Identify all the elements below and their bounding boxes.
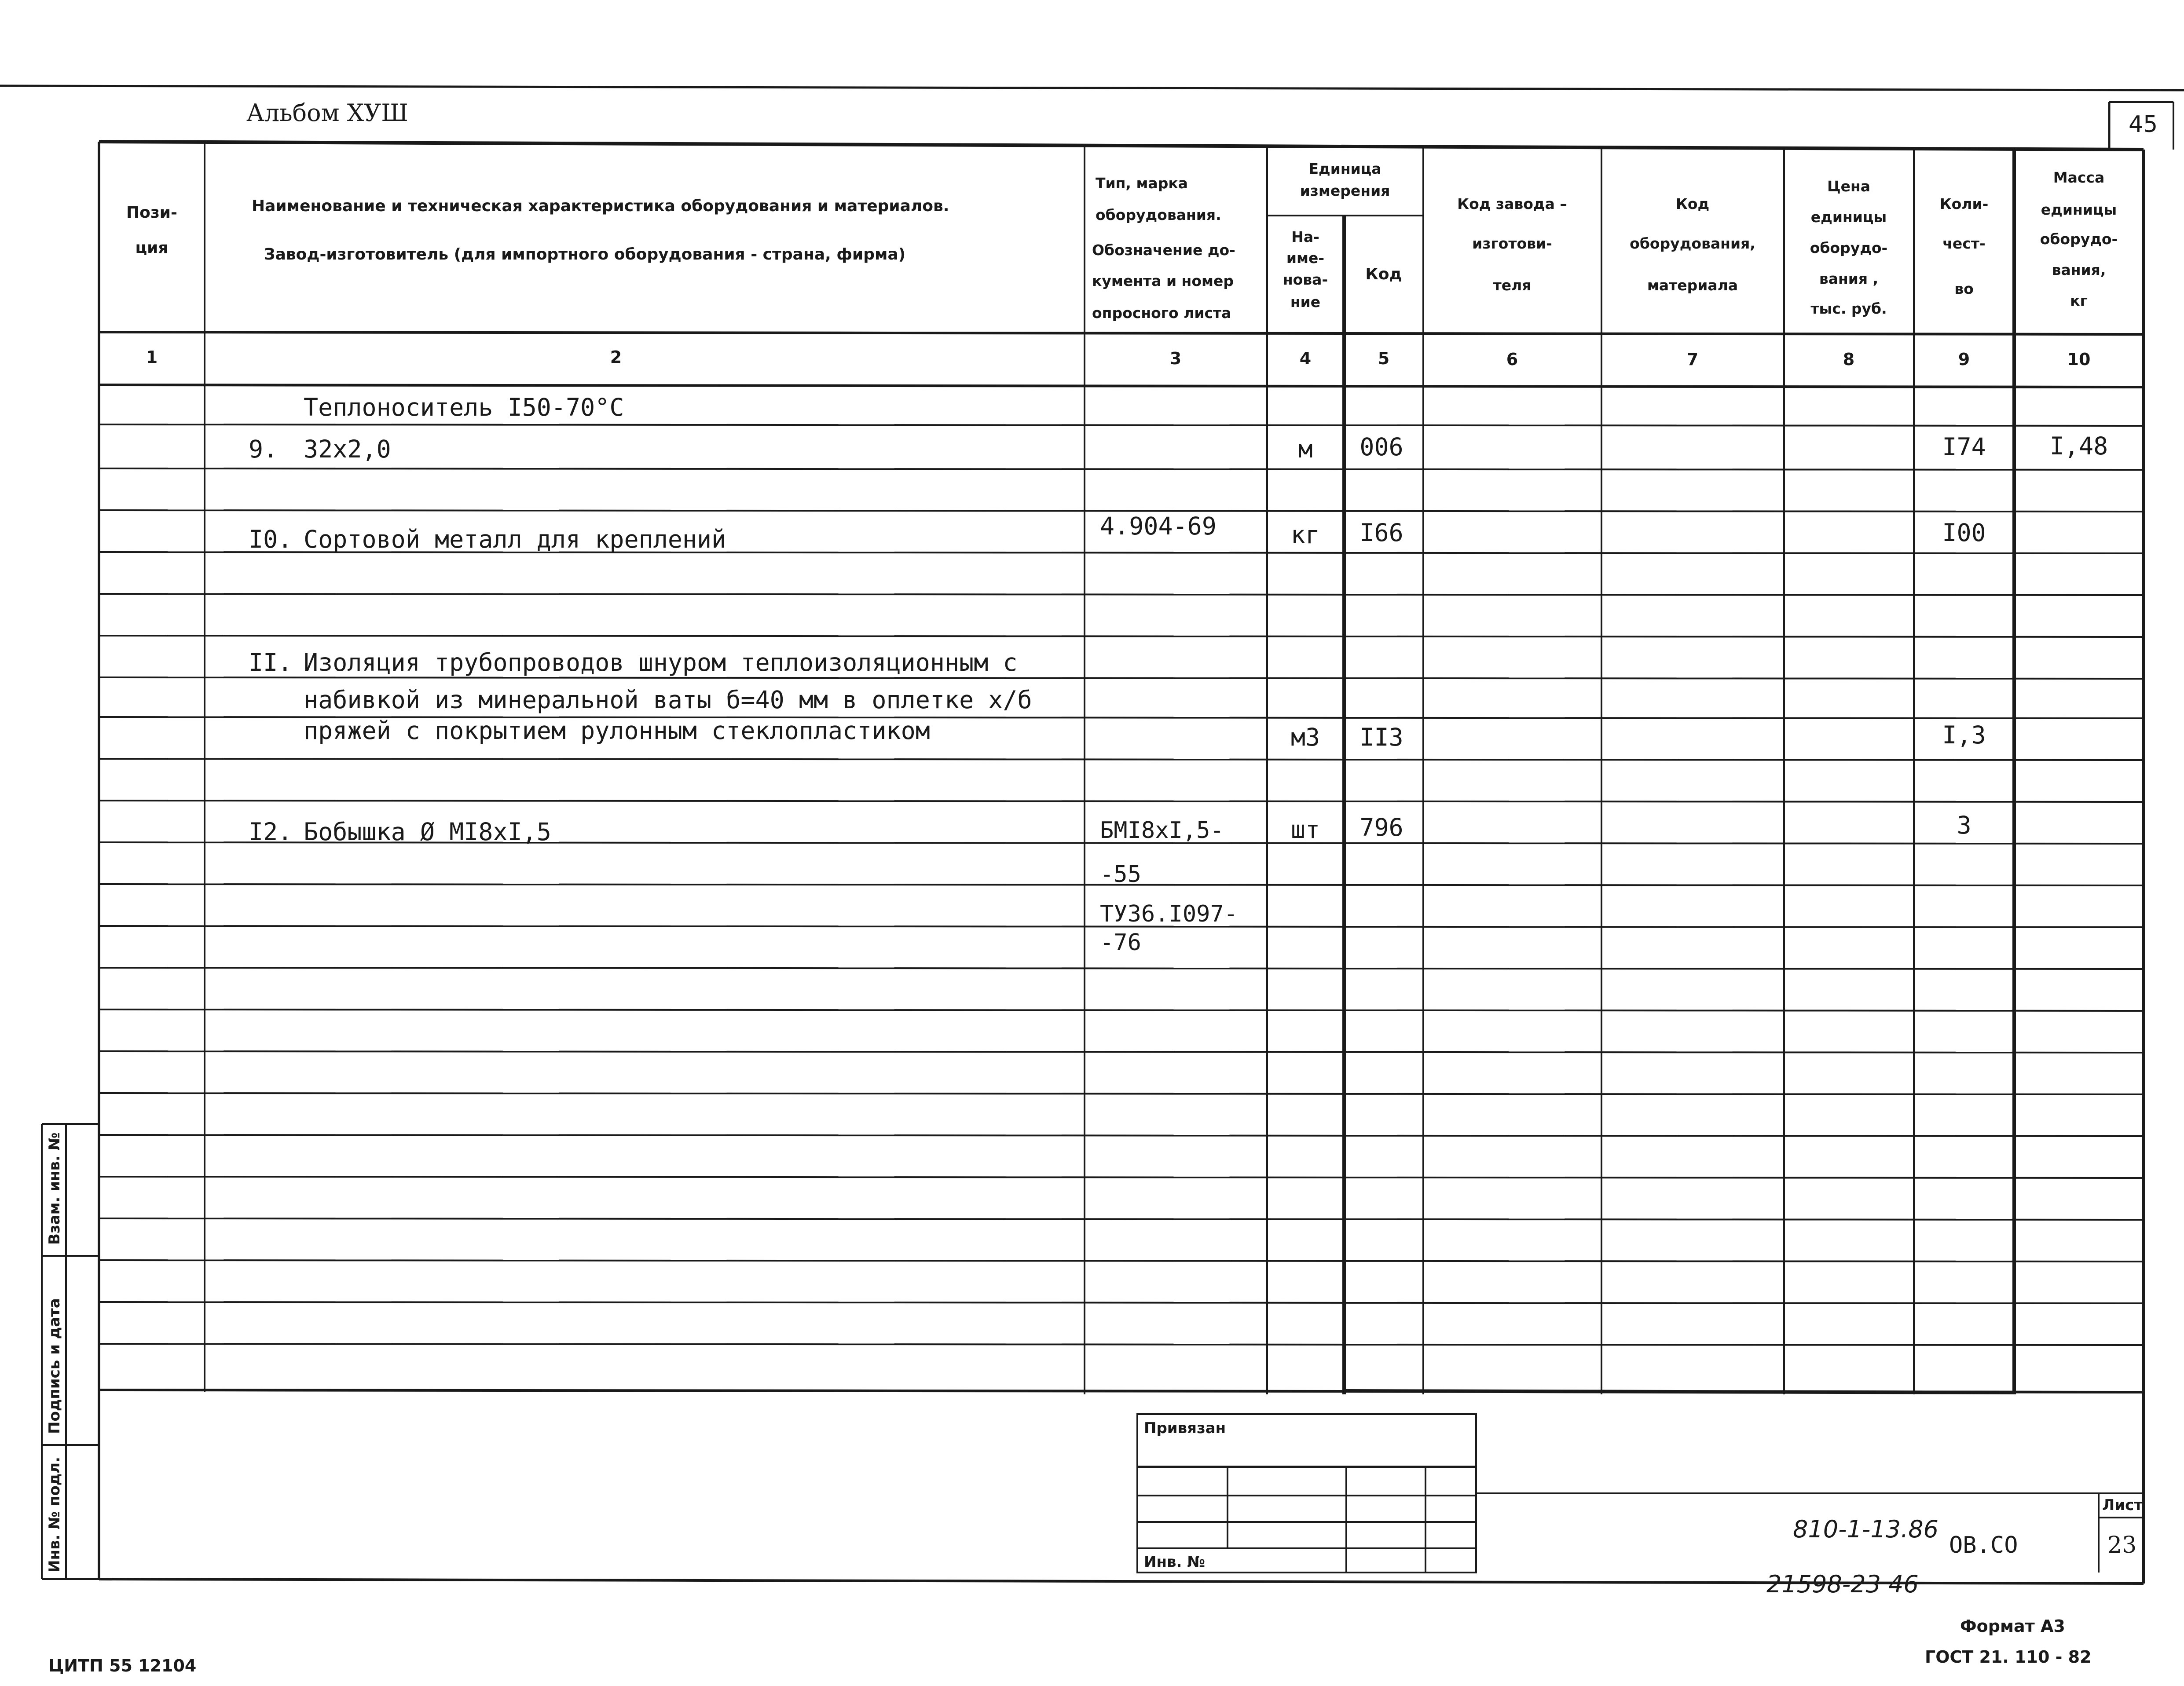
header-unit-l2: измерения	[1300, 182, 1390, 199]
column-lines	[205, 143, 2014, 1394]
row-2-quantity: I74	[1942, 433, 1986, 461]
header-col9-l3: во	[1954, 280, 1974, 297]
header-col10-l1: Масса	[2053, 169, 2105, 186]
row-5-unit: шт	[1290, 816, 1320, 844]
row-lines	[99, 216, 2144, 1393]
side-label-vzam: Взам. инв. №	[46, 1132, 63, 1245]
row-5-position: I2.	[249, 818, 293, 846]
header-col1-l1: Пози-	[126, 204, 177, 222]
row-2-mass: I,48	[2049, 432, 2108, 460]
column-number: 5	[1378, 349, 1390, 368]
table-body	[249, 393, 2108, 956]
row-1-name: Теплоноситель I50-70°С	[304, 393, 624, 421]
stamp-privyazan: Привязан	[1144, 1419, 1226, 1437]
header-col10-l3: оборудо-	[2040, 230, 2118, 248]
row-3-quantity: I00	[1942, 519, 1986, 547]
header-unit-l1: Единица	[1308, 160, 1381, 177]
header-col4-l3: нова-	[1283, 271, 1328, 288]
footer-gost: ГОСТ 21. 110 - 82	[1925, 1647, 2092, 1667]
stamp-inv-no: Инв. №	[1144, 1553, 1206, 1571]
row-5-quantity: 3	[1957, 811, 1971, 839]
header-col7-l1: Код	[1675, 195, 1710, 212]
row-2-name: 32х2,0	[304, 435, 391, 463]
header-col8-l4: вания ,	[1819, 270, 1879, 287]
header-col10-l4: вания,	[2052, 261, 2106, 278]
row-5-document-line4: -76	[1100, 929, 1141, 956]
side-label-inv-podl: Инв. № подл.	[46, 1456, 63, 1573]
column-numbers	[146, 347, 2091, 369]
footer-format: Формат А3	[1960, 1617, 2065, 1636]
footer-left-code: ЦИТП 55 12104	[48, 1656, 197, 1675]
header-col3-l2: оборудования.	[1096, 206, 1221, 223]
row-4-name-line1: Изоляция трубопроводов шнуром теплоизоляционным с	[304, 648, 1018, 677]
row-3-unit: кг	[1290, 521, 1320, 549]
column-number: 6	[1506, 350, 1518, 369]
header-col3-l1: Тип, марка	[1096, 175, 1188, 192]
header-col9-l2: чест-	[1942, 235, 1986, 252]
header-col4-l2: име-	[1286, 249, 1325, 267]
column-number: 7	[1686, 350, 1699, 369]
header-col4-l1: На-	[1291, 228, 1319, 245]
column-number: 4	[1299, 349, 1312, 368]
header-col1-l2: ция	[135, 239, 169, 257]
row-3-document: 4.904-69	[1100, 512, 1217, 540]
column-number: 10	[2067, 350, 2091, 369]
header-col2-l2: Завод-изготовитель (для импортного оборудования - страна, фирма)	[264, 245, 906, 263]
header-col5: Код	[1365, 265, 1402, 283]
page-number: 45	[2129, 111, 2158, 138]
row-5-code: 796	[1360, 813, 1403, 841]
header-col8-l1: Цена	[1827, 178, 1871, 195]
header-col6-l3: теля	[1493, 277, 1532, 294]
row-2-position: 9.	[249, 435, 278, 463]
row-5-name: Бобышка Ø МI8хI,5	[304, 818, 551, 846]
stamp-list-label: Лист	[2102, 1496, 2143, 1514]
header-col6-l1: Код завода –	[1457, 195, 1567, 212]
header-col10-l5: кг	[2070, 292, 2088, 309]
row-4-position: II.	[249, 648, 293, 677]
row-5-document-line1: БМI8хI,5-	[1100, 817, 1224, 844]
header-col10-l2: единицы	[2041, 201, 2117, 218]
header-col4-l4: ние	[1290, 293, 1321, 311]
row-3-position: I0.	[249, 525, 293, 553]
row-4-name-line3: пряжей с покрытием рулонным стеклопластиком	[304, 717, 930, 745]
header-col7-l2: оборудования,	[1630, 235, 1755, 252]
header-col8-l3: оборудо-	[1810, 239, 1888, 256]
handwritten-code: 810-1-13.86	[1793, 1515, 1938, 1543]
album-title: Альбом ХУШ	[246, 99, 408, 127]
stamp-list-number: 23	[2107, 1532, 2137, 1558]
row-5-document-line2: -55	[1100, 861, 1141, 888]
row-4-code: II3	[1360, 723, 1403, 751]
stamp-doc-code: ОВ.СО	[1949, 1532, 2018, 1558]
column-number: 1	[146, 347, 158, 367]
header-col3-l4: кумента и номер	[1092, 272, 1234, 289]
row-5-document-line3: ТУ36.I097-	[1100, 901, 1238, 927]
row-2-unit: м	[1298, 435, 1313, 463]
row-4-name-line2: набивкой из минеральной ваты б=40 мм в оплетке х/б	[304, 686, 1032, 714]
header-col2-l1: Наименование и техническая характеристика оборудования и материалов.	[252, 197, 949, 215]
handwritten-number: 21598-23 46	[1766, 1570, 1919, 1598]
column-number: 3	[1169, 349, 1182, 368]
header-col3-l5: опросного листа	[1092, 304, 1231, 322]
header-col8-l2: единицы	[1810, 208, 1887, 226]
table-header	[126, 160, 2118, 322]
header-col7-l3: материала	[1647, 277, 1738, 294]
row-3-code: I66	[1360, 519, 1403, 547]
header-col6-l2: изготови-	[1472, 235, 1552, 252]
header-col8-l5: тыс. руб.	[1810, 300, 1887, 317]
header-col9-l1: Коли-	[1939, 195, 1989, 212]
row-4-quantity: I,3	[1942, 721, 1986, 749]
column-number: 9	[1958, 350, 1970, 369]
column-number: 8	[1843, 350, 1855, 369]
side-label-podpis: Подпись и дата	[46, 1298, 63, 1434]
header-col3-l3: Обозначение до-	[1092, 241, 1235, 259]
row-4-unit: м3	[1290, 723, 1320, 751]
row-3-name: Сортовой металл для креплений	[304, 525, 726, 553]
column-number: 2	[610, 347, 622, 367]
row-2-code: 006	[1360, 433, 1403, 461]
